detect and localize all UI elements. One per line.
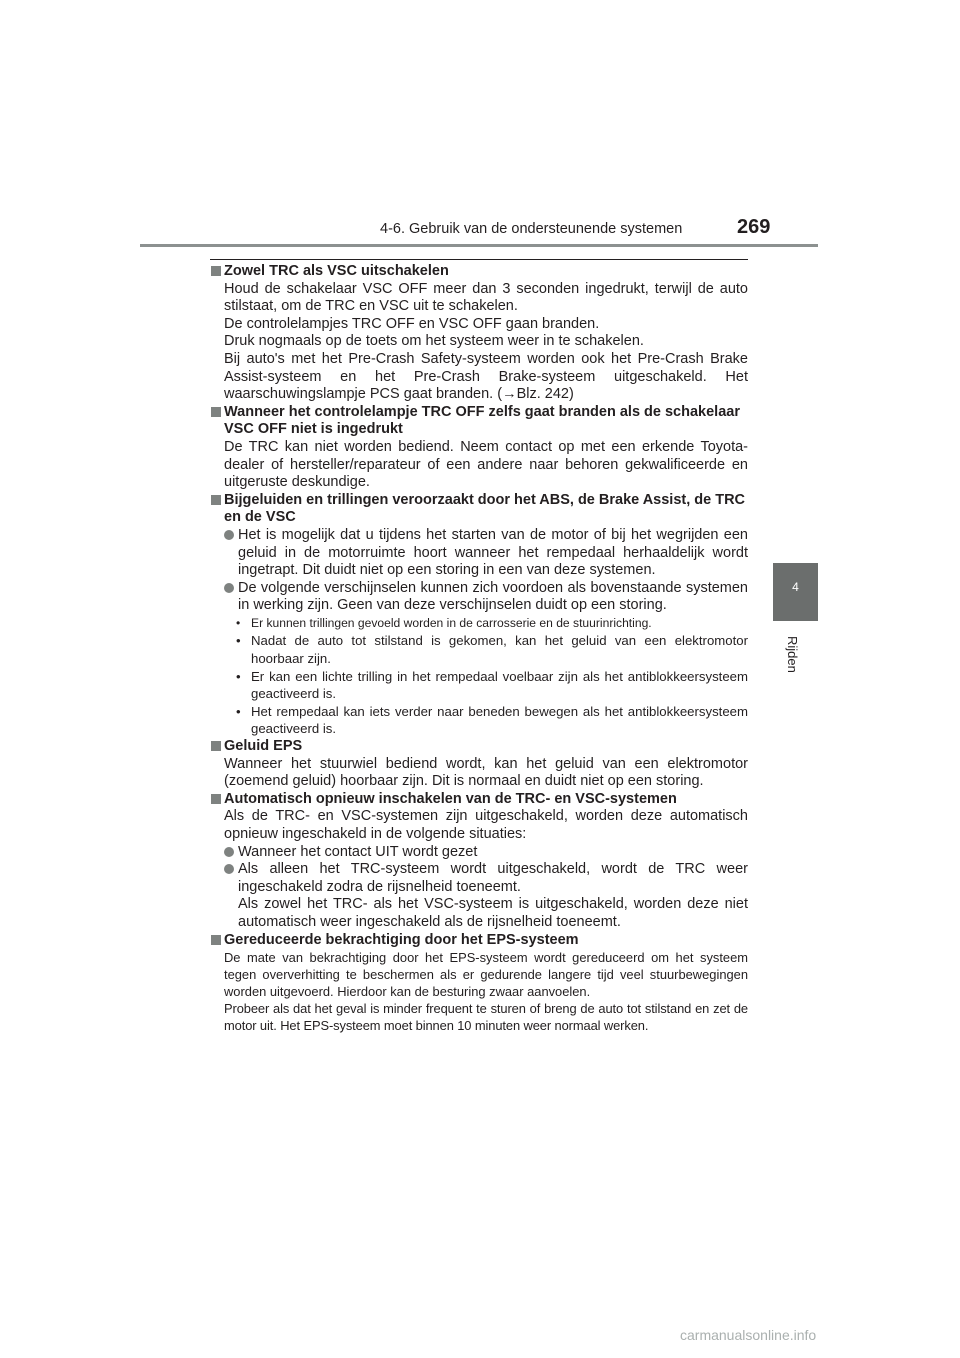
paragraph: Houd de schakelaar VSC OFF meer dan 3 seconden ingedrukt, terwijl de auto stilstaat, om de TRC en VSC uit te schakelen. [224, 280, 748, 315]
section-title: Zowel TRC als VSC uitschakelen [224, 263, 449, 279]
paragraph: De controlelampjes TRC OFF en VSC OFF gaan branden. [224, 315, 600, 332]
chapter-tab-label: Rijden [785, 636, 800, 673]
paragraph: Wanneer het stuurwiel bediend wordt, kan het geluid van een elektromotor (zoemend geluid) hoorbaar zijn. Dit is normaal en duidt niet op een storing. [224, 755, 748, 790]
round-bullet-icon [224, 530, 234, 540]
section-auto-reenable [210, 791, 748, 932]
sub-bullet-item [224, 703, 748, 738]
section-eps-reduced [210, 932, 748, 1035]
section-title: Gereduceerde bekrachtiging door het EPS-systeem [224, 931, 579, 948]
section-trc-off-lamp [210, 404, 748, 492]
paragraph: De TRC kan niet worden bediend. Neem contact op met een erkende Toyota-dealer of hersteller/reparateur of een andere naar behoren gekwalificeerde en uitgeruste deskundige. [224, 438, 748, 491]
page-number: 269 [737, 216, 771, 238]
sub-bullet-text: Er kunnen trillingen gevoeld worden in de carrosserie en de stuurinrichting. [251, 615, 652, 630]
section-noise-vibration [210, 492, 748, 738]
bullet-item [224, 580, 748, 615]
bullet-item [224, 527, 748, 580]
content-top-rule [210, 259, 748, 260]
paragraph: Als de TRC- en VSC-systemen zijn uitgeschakeld, worden deze automatisch opnieuw ingeschakeld in de volgende situaties: [224, 808, 748, 842]
header-section-title: 4-6. Gebruik van de ondersteunende systemen [380, 221, 683, 237]
round-bullet-icon [224, 847, 234, 857]
square-marker-icon [211, 935, 221, 945]
paragraph: De mate van bekrachtiging door het EPS-systeem wordt gereduceerd om het systeem tegen oververhitting te beschermen als er gedurende langere tijd veel stuurbewegingen worden uitgevoerd. Hierdoor kan de besturing zwaar aanvoelen. [224, 950, 748, 1000]
bullet-text: Wanneer het contact UIT wordt gezet [238, 843, 478, 860]
sub-bullet-text: Er kan een lichte trilling in het rempedaal voelbaar zijn als het antiblokkeersysteem geactiveerd is. [251, 668, 748, 702]
bullet-item [224, 844, 748, 862]
section-title: Automatisch opnieuw inschakelen van de TRC- en VSC-systemen [224, 790, 677, 807]
section-title: Bijgeluiden en trillingen veroorzaakt door het ABS, de Brake Assist, de TRC en de VSC [224, 491, 746, 526]
square-marker-icon [211, 495, 221, 505]
square-marker-icon [211, 741, 221, 751]
section-trc-vsc-off [210, 263, 748, 404]
paragraph: Bij auto's met het Pre-Crash Safety-systeem worden ook het Pre-Crash Brake Assist-systeem en het Pre-Crash Brake-systeem uitgeschakeld. Het waarschuwingslampje PCS gaat branden. (→Blz. 242) [224, 350, 748, 403]
chapter-tab-number: 4 [773, 563, 818, 621]
paragraph: Druk nogmaals op de toets om het systeem weer in te schakelen. [224, 333, 644, 350]
section-title: Wanneer het controlelampje TRC OFF zelfs gaat branden als de schakelaar VSC OFF niet is ingedrukt [224, 403, 740, 438]
sub-bullet-text: Het rempedaal kan iets verder naar beneden bewegen als het antiblokkeersysteem geactiveerd is. [251, 703, 748, 737]
sub-bullet-item [224, 615, 748, 633]
sub-bullet-marker: • [236, 703, 241, 719]
page-content [210, 263, 748, 1034]
round-bullet-icon [224, 583, 234, 593]
sub-bullet-marker: • [236, 668, 241, 684]
bullet-text-continued: Als zowel het TRC- als het VSC-systeem is uitgeschakeld, worden deze niet automatisch weer ingeschakeld als de rijsnelheid toeneemt. [238, 896, 748, 930]
bullet-text: De volgende verschijnselen kunnen zich voordoen als bovenstaande systemen in werking zijn. Geen van deze verschijnselen duidt op een storing. [238, 579, 748, 614]
sub-bullet-marker: • [236, 633, 241, 649]
sub-bullet-text: Nadat de auto tot stilstand is gekomen, kan het geluid van een elektromotor hoorbaar zijn. [251, 633, 748, 667]
square-marker-icon [211, 794, 221, 804]
sub-bullet-marker: • [236, 615, 241, 630]
sub-bullet-item [224, 632, 748, 667]
section-title: Geluid EPS [224, 738, 303, 755]
bullet-item [224, 861, 748, 931]
square-marker-icon [211, 266, 221, 276]
watermark: carmanualsonline.info [680, 1327, 817, 1343]
section-eps-noise [210, 738, 748, 791]
paragraph: Probeer als dat het geval is minder frequent te sturen of breng de auto tot stilstand en zet de motor uit. Het EPS-systeem moet binnen 10 minuten weer normaal werken. [224, 1001, 748, 1034]
header-divider [140, 244, 818, 247]
bullet-text: Als alleen het TRC-systeem wordt uitgeschakeld, wordt de TRC weer ingeschakeld zodra de rijsnelheid toeneemt. [238, 861, 748, 895]
sub-bullet-item [224, 668, 748, 703]
round-bullet-icon [224, 864, 234, 874]
square-marker-icon [211, 407, 221, 417]
bullet-text: Het is mogelijk dat u tijdens het starten van de motor of bij het wegrijden een geluid in de motorruimte hoort wanneer het rempedaal herhaaldelijk wordt ingetrapt. Dit duidt niet op een storing in een van deze systemen. [238, 526, 748, 579]
